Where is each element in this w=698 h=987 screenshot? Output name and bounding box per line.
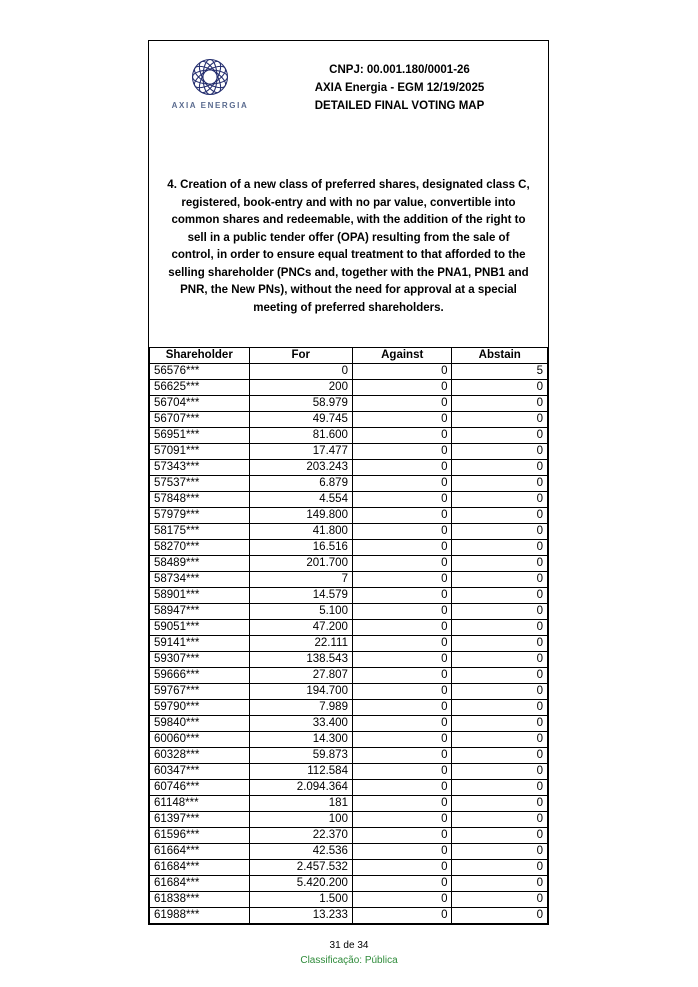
vote-cell: 47.200 [249, 620, 352, 636]
vote-cell: 0 [352, 460, 452, 476]
shareholder-cell: 56951*** [150, 428, 250, 444]
vote-cell: 0 [452, 748, 548, 764]
vote-cell: 0 [352, 764, 452, 780]
table-row [150, 604, 548, 620]
shareholder-cell: 58947*** [150, 604, 250, 620]
vote-cell: 0 [452, 684, 548, 700]
shareholder-cell: 57979*** [150, 508, 250, 524]
vote-cell: 0 [352, 476, 452, 492]
table-row [150, 764, 548, 780]
table-row [150, 492, 548, 508]
table-row [150, 828, 548, 844]
vote-cell: 0 [452, 796, 548, 812]
vote-cell: 0 [452, 444, 548, 460]
shareholder-cell: 56707*** [150, 412, 250, 428]
vote-cell: 0 [352, 428, 452, 444]
vote-cell: 0 [249, 364, 352, 380]
vote-cell: 0 [452, 876, 548, 892]
table-row [150, 364, 548, 380]
vote-cell: 0 [352, 812, 452, 828]
vote-cell: 49.745 [249, 412, 352, 428]
table-row [150, 524, 548, 540]
vote-cell: 0 [352, 412, 452, 428]
vote-cell: 0 [352, 524, 452, 540]
vote-cell: 0 [352, 908, 452, 924]
shareholder-cell: 58901*** [150, 588, 250, 604]
table-row [150, 380, 548, 396]
vote-cell: 27.807 [249, 668, 352, 684]
page-number: 31 de 34 [329, 940, 369, 951]
vote-cell: 0 [352, 508, 452, 524]
header-shareholder: Shareholder [150, 348, 250, 364]
table-row [150, 684, 548, 700]
vote-cell: 0 [352, 396, 452, 412]
table-row [150, 412, 548, 428]
vote-cell: 58.979 [249, 396, 352, 412]
vote-cell: 0 [452, 620, 548, 636]
vote-cell: 0 [452, 636, 548, 652]
table-row [150, 652, 548, 668]
vote-cell: 0 [352, 380, 452, 396]
vote-cell: 0 [452, 572, 548, 588]
header-title-block [259, 54, 540, 115]
vote-cell: 149.800 [249, 508, 352, 524]
vote-cell: 33.400 [249, 716, 352, 732]
table-row [150, 876, 548, 892]
vote-cell: 0 [352, 860, 452, 876]
vote-cell: 0 [452, 556, 548, 572]
shareholder-cell: 60328*** [150, 748, 250, 764]
vote-cell: 0 [352, 700, 452, 716]
shareholder-cell: 59790*** [150, 700, 250, 716]
vote-cell: 0 [352, 652, 452, 668]
header-abstain: Abstain [452, 348, 548, 364]
table-row [150, 572, 548, 588]
vote-cell: 0 [452, 908, 548, 924]
vote-cell: 0 [452, 732, 548, 748]
shareholder-cell: 60347*** [150, 764, 250, 780]
vote-cell: 59.873 [249, 748, 352, 764]
header-for: For [249, 348, 352, 364]
vote-cell: 41.800 [249, 524, 352, 540]
vote-cell: 0 [352, 876, 452, 892]
vote-cell: 17.477 [249, 444, 352, 460]
shareholder-cell: 60060*** [150, 732, 250, 748]
table-row [150, 700, 548, 716]
vote-cell: 0 [352, 620, 452, 636]
vote-cell: 201.700 [249, 556, 352, 572]
vote-cell: 194.700 [249, 684, 352, 700]
vote-cell: 0 [452, 412, 548, 428]
vote-cell: 2.094.364 [249, 780, 352, 796]
shareholder-cell: 61397*** [150, 812, 250, 828]
vote-cell: 0 [452, 588, 548, 604]
table-row [150, 812, 548, 828]
vote-cell: 0 [452, 476, 548, 492]
vote-cell: 0 [452, 396, 548, 412]
shareholder-cell: 59767*** [150, 684, 250, 700]
shareholder-cell: 57091*** [150, 444, 250, 460]
vote-cell: 0 [352, 748, 452, 764]
vote-cell: 0 [352, 684, 452, 700]
map-title-line: DETAILED FINAL VOTING MAP [314, 100, 485, 112]
table-row [150, 476, 548, 492]
shareholder-cell: 56576*** [150, 364, 250, 380]
table-row [150, 556, 548, 572]
shareholder-cell: 57343*** [150, 460, 250, 476]
shareholder-cell: 61684*** [150, 860, 250, 876]
vote-cell: 0 [352, 636, 452, 652]
vote-cell: 100 [249, 812, 352, 828]
vote-cell: 0 [452, 828, 548, 844]
vote-cell: 0 [352, 444, 452, 460]
vote-cell: 0 [452, 844, 548, 860]
vote-cell: 7 [249, 572, 352, 588]
vote-cell: 0 [452, 460, 548, 476]
company-logo [161, 54, 259, 110]
table-row [150, 636, 548, 652]
classification-label: Classificação: Pública [300, 955, 398, 966]
vote-cell: 22.111 [249, 636, 352, 652]
shareholder-cell: 61664*** [150, 844, 250, 860]
shareholder-cell: 56704*** [150, 396, 250, 412]
vote-cell: 138.543 [249, 652, 352, 668]
vote-cell: 0 [352, 572, 452, 588]
meeting-line: AXIA Energia - EGM 12/19/2025 [314, 82, 485, 94]
vote-cell: 0 [452, 604, 548, 620]
table-row [150, 844, 548, 860]
vote-cell: 0 [452, 716, 548, 732]
table-row [150, 716, 548, 732]
vote-cell: 0 [352, 796, 452, 812]
table-row [150, 540, 548, 556]
vote-cell: 0 [352, 780, 452, 796]
vote-cell: 0 [352, 588, 452, 604]
vote-cell: 0 [452, 892, 548, 908]
vote-cell: 0 [352, 556, 452, 572]
document-page [148, 40, 549, 925]
table-row [150, 460, 548, 476]
shareholder-cell: 61596*** [150, 828, 250, 844]
shareholder-cell: 56625*** [150, 380, 250, 396]
shareholder-cell: 59840*** [150, 716, 250, 732]
vote-cell: 13.233 [249, 908, 352, 924]
cnpj-line: CNPJ: 00.001.180/0001-26 [329, 64, 470, 76]
vote-cell: 0 [352, 604, 452, 620]
vote-cell: 0 [452, 860, 548, 876]
vote-cell: 81.600 [249, 428, 352, 444]
vote-cell: 5 [452, 364, 548, 380]
table-row [150, 860, 548, 876]
vote-cell: 0 [352, 828, 452, 844]
document-header [149, 41, 548, 121]
header-against: Against [352, 348, 452, 364]
voting-table-body [150, 364, 548, 924]
table-row [150, 668, 548, 684]
vote-cell: 0 [452, 492, 548, 508]
shareholder-cell: 59666*** [150, 668, 250, 684]
vote-cell: 42.536 [249, 844, 352, 860]
vote-cell: 5.100 [249, 604, 352, 620]
vote-cell: 5.420.200 [249, 876, 352, 892]
vote-cell: 6.879 [249, 476, 352, 492]
vote-cell: 112.584 [249, 764, 352, 780]
vote-cell: 0 [352, 668, 452, 684]
table-row [150, 892, 548, 908]
agenda-item-text: 4. Creation of a new class of preferred shares, designated class C, registered, book-entry and with no par value, convertible into common shares and redeemable, with the addition of the right to sell in a public tender offer (OPA) resulting from the sale of control, in order to ensure equal treatment to that afforded to the selling shareholder (PNCs and, together with the PNA1, PNB1 and PNR, the New PNs), without the need for approval at a special meeting of preferred shareholders. [167, 179, 530, 314]
table-header-row [150, 348, 548, 364]
vote-cell: 200 [249, 380, 352, 396]
vote-cell: 181 [249, 796, 352, 812]
voting-table [149, 347, 548, 924]
table-row [150, 796, 548, 812]
shareholder-cell: 58270*** [150, 540, 250, 556]
shareholder-cell: 59141*** [150, 636, 250, 652]
vote-cell: 0 [452, 428, 548, 444]
table-row [150, 780, 548, 796]
vote-cell: 2.457.532 [249, 860, 352, 876]
vote-cell: 0 [452, 652, 548, 668]
shareholder-cell: 60746*** [150, 780, 250, 796]
shareholder-cell: 58734*** [150, 572, 250, 588]
vote-cell: 0 [352, 540, 452, 556]
vote-cell: 0 [352, 844, 452, 860]
shareholder-cell: 61148*** [150, 796, 250, 812]
vote-cell: 16.516 [249, 540, 352, 556]
vote-cell: 14.300 [249, 732, 352, 748]
vote-cell: 4.554 [249, 492, 352, 508]
vote-cell: 0 [452, 668, 548, 684]
table-row [150, 732, 548, 748]
table-row [150, 620, 548, 636]
vote-cell: 14.579 [249, 588, 352, 604]
vote-cell: 0 [352, 492, 452, 508]
table-row [150, 444, 548, 460]
vote-cell: 203.243 [249, 460, 352, 476]
vote-cell: 0 [452, 380, 548, 396]
vote-cell: 0 [452, 780, 548, 796]
vote-cell: 7.989 [249, 700, 352, 716]
table-row [150, 508, 548, 524]
shareholder-cell: 61838*** [150, 892, 250, 908]
shareholder-cell: 61684*** [150, 876, 250, 892]
vote-cell: 22.370 [249, 828, 352, 844]
logo-wordmark: AXIA ENERGIA [171, 101, 249, 110]
axia-logo-icon [189, 56, 231, 98]
table-row [150, 396, 548, 412]
vote-cell: 1.500 [249, 892, 352, 908]
shareholder-cell: 57848*** [150, 492, 250, 508]
shareholder-cell: 58489*** [150, 556, 250, 572]
vote-cell: 0 [452, 812, 548, 828]
vote-cell: 0 [352, 892, 452, 908]
vote-cell: 0 [352, 732, 452, 748]
table-row [150, 428, 548, 444]
shareholder-cell: 57537*** [150, 476, 250, 492]
vote-cell: 0 [352, 364, 452, 380]
shareholder-cell: 59307*** [150, 652, 250, 668]
shareholder-cell: 61988*** [150, 908, 250, 924]
vote-cell: 0 [452, 524, 548, 540]
vote-cell: 0 [452, 540, 548, 556]
vote-cell: 0 [452, 508, 548, 524]
table-row [150, 908, 548, 924]
table-row [150, 748, 548, 764]
shareholder-cell: 58175*** [150, 524, 250, 540]
vote-cell: 0 [452, 700, 548, 716]
shareholder-cell: 59051*** [150, 620, 250, 636]
vote-cell: 0 [452, 764, 548, 780]
table-row [150, 588, 548, 604]
vote-cell: 0 [352, 716, 452, 732]
